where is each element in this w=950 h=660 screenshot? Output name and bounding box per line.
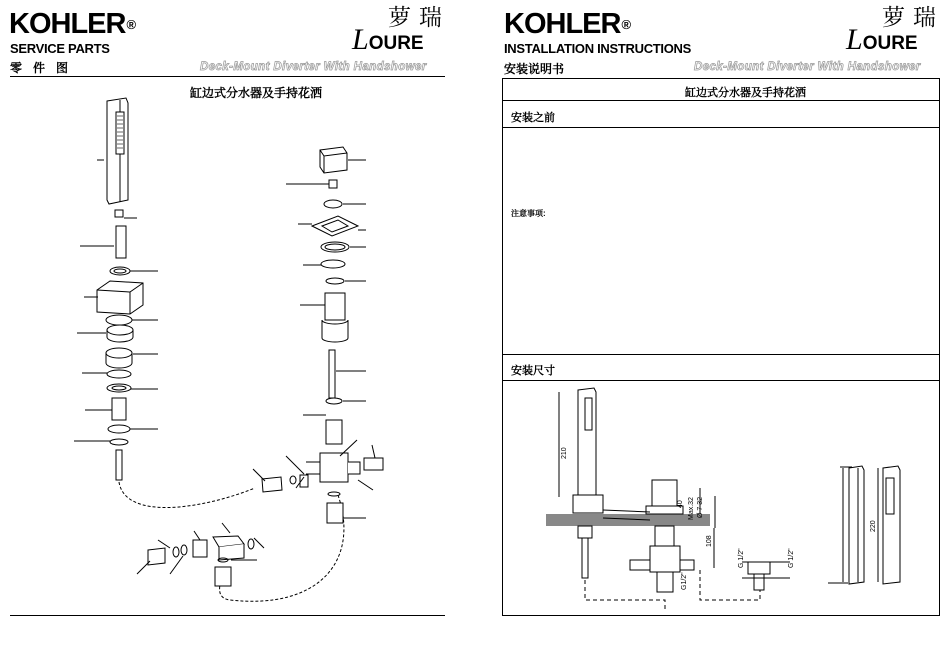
loure-logo-cn-left: 萝瑞 <box>388 5 450 31</box>
kohler-logo-right: KOHLER® <box>504 8 631 40</box>
loure-logo-en-left: LOURE <box>352 23 424 56</box>
dim-g12-a: G1/2" <box>681 572 688 590</box>
product-name-left: Deck-Mount Diverter With Handshower <box>200 61 427 73</box>
dim-108: 108 <box>706 535 713 547</box>
handshower-part <box>107 98 128 204</box>
dim-220: 220 <box>870 520 877 532</box>
kohler-logo-left: KOHLER® <box>9 8 136 40</box>
installation-instructions-title: INSTALLATION INSTRUCTIONS <box>504 41 692 56</box>
dim-dia32: Ø 7 32 <box>697 496 704 518</box>
section-before-title: 安装之前 <box>511 112 555 124</box>
dimension-drawing <box>546 388 900 612</box>
loure-logo-en-right: LOURE <box>846 23 918 56</box>
dim-g12-b: G 1/2" <box>738 548 745 568</box>
dim-210: 210 <box>561 447 568 459</box>
product-name-right: Deck-Mount Diverter With Handshower <box>694 61 921 73</box>
dim-g12-c: G 1/2" <box>788 548 795 568</box>
section-dimensions-title: 安装尺寸 <box>511 365 555 377</box>
installation-instructions-title-cn: 安装说明书 <box>504 62 565 76</box>
dim-40: 40 <box>677 500 684 508</box>
dim-max32: Max.32 <box>688 497 695 520</box>
notes-label: 注意事项: <box>511 209 546 218</box>
box-title-right: 缸边式分水器及手持花洒 <box>685 87 806 99</box>
service-parts-title: SERVICE PARTS <box>10 41 110 56</box>
loure-logo-cn-right: 萝瑞 <box>882 5 944 31</box>
service-parts-title-cn: 零件图 <box>10 61 80 75</box>
diagram-title-left: 缸边式分水器及手持花洒 <box>190 86 323 100</box>
